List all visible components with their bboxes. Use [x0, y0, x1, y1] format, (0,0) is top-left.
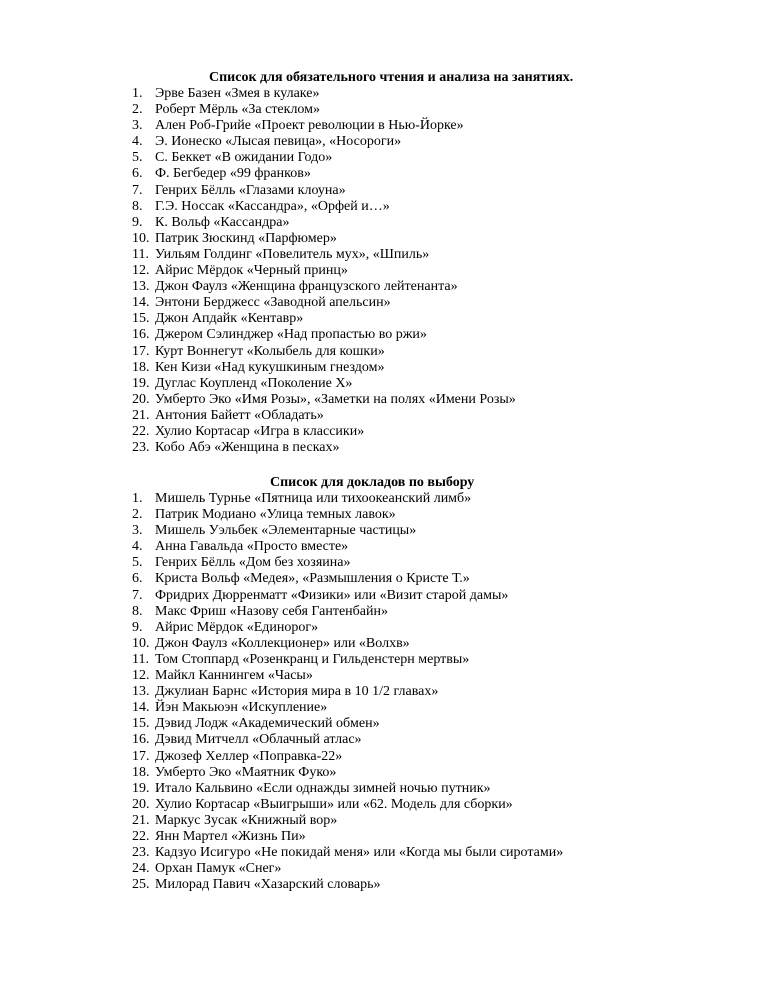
- list-item-number: 11.: [132, 651, 149, 667]
- list-item-number: 23.: [132, 845, 150, 861]
- list-item-text: Г.Э. Носсак «Кассандра», «Орфей и…»: [155, 198, 390, 214]
- list-item: [132, 797, 732, 813]
- list-item: [132, 555, 732, 571]
- list-item-number: 8.: [132, 603, 143, 619]
- list-item-number: 5.: [132, 150, 143, 166]
- list-item: [132, 231, 732, 247]
- list-item-text: Майкл Каннингем «Часы»: [155, 668, 313, 684]
- list-item: [132, 247, 732, 263]
- list-item: [132, 327, 732, 343]
- list-item: [132, 861, 732, 877]
- list-item-number: 17.: [132, 343, 150, 359]
- list-item-text: Уильям Голдинг «Повелитель мух», «Шпиль»: [155, 246, 430, 262]
- list-item-text: Кадзуо Исигуро «Не покидай меня» или «Когда мы были сиротами»: [155, 845, 564, 861]
- list-item-text: Джером Сэлинджер «Над пропастью во ржи»: [155, 327, 427, 343]
- list-item-text: Роберт Мёрль «За стеклом»: [155, 102, 321, 118]
- list-item-number: 12.: [132, 668, 150, 684]
- list-item: [132, 311, 732, 327]
- list-item: [132, 491, 732, 507]
- list-item-text: Маркус Зусак «Книжный вор»: [155, 812, 338, 828]
- list-item: [132, 134, 732, 150]
- list-item-text: Итало Кальвино «Если однажды зимней ночью путник»: [155, 780, 491, 796]
- list-item: [132, 150, 732, 166]
- list-item-text: Антония Байетт «Обладать»: [155, 407, 324, 423]
- list-item-text: Генрих Бёлль «Дом без хозяина»: [155, 555, 351, 571]
- list-item: [132, 571, 732, 587]
- list-item-text: Ф. Бегбедер «99 франков»: [155, 166, 311, 182]
- list-item-text: Патрик Модиано «Улица темных лавок»: [155, 507, 396, 523]
- list-item-text: Орхан Памук «Снег»: [155, 861, 282, 877]
- list-item: [132, 507, 732, 523]
- list-item: [132, 588, 732, 604]
- list-item: [132, 376, 732, 392]
- optional-reports-title: Список для докладов по выбору: [270, 475, 475, 490]
- list-item: [132, 845, 732, 861]
- list-item-number: 10.: [132, 230, 150, 246]
- list-item: [132, 102, 732, 118]
- required-reading-title: Список для обязательного чтения и анализа на занятиях.: [209, 70, 574, 85]
- list-item-text: Милорад Павич «Хазарский словарь»: [155, 877, 381, 893]
- list-item-number: 25.: [132, 877, 150, 893]
- list-item-number: 21.: [132, 407, 150, 423]
- list-item: [132, 620, 732, 636]
- list-item-number: 18.: [132, 764, 150, 780]
- list-item: [132, 295, 732, 311]
- list-item: [132, 424, 732, 440]
- list-item: [132, 166, 732, 182]
- list-item-text: Эрве Базен «Змея в кулаке»: [155, 86, 320, 101]
- list-item: [132, 684, 732, 700]
- list-item: [132, 392, 732, 408]
- list-item: [132, 440, 732, 456]
- list-item: [132, 749, 732, 765]
- list-item-text: Джон Апдайк «Кентавр»: [155, 311, 304, 327]
- list-item: [132, 263, 732, 279]
- list-item: [132, 765, 732, 781]
- list-item-number: 22.: [132, 423, 150, 439]
- list-item-text: Генрих Бёлль «Глазами клоуна»: [155, 182, 346, 198]
- list-item-text: Фридрих Дюрренматт «Физики» или «Визит старой дамы»: [155, 587, 509, 603]
- list-item-text: Дуглас Коупленд «Поколение Х»: [155, 375, 353, 391]
- list-item: [132, 877, 732, 893]
- list-item-number: 3.: [132, 118, 143, 134]
- list-item: [132, 215, 732, 231]
- list-item-text: Кен Кизи «Над кукушкиным гнездом»: [155, 359, 385, 375]
- list-item-number: 11.: [132, 246, 149, 262]
- list-item-number: 19.: [132, 780, 150, 796]
- list-item-number: 1.: [132, 491, 143, 506]
- list-item-text: Ален Роб-Грийе «Проект революции в Нью-Йорке»: [155, 118, 464, 134]
- list-item: [132, 360, 732, 376]
- list-item-number: 18.: [132, 359, 150, 375]
- list-item: [132, 829, 732, 845]
- list-item-number: 14.: [132, 700, 150, 716]
- list-item: [132, 668, 732, 684]
- list-item-number: 7.: [132, 587, 143, 603]
- list-item-number: 15.: [132, 716, 150, 732]
- list-item-text: Хулио Кортасар «Выигрыши» или «62. Модель для сборки»: [155, 796, 513, 812]
- list-item-text: Анна Гавальда «Просто вместе»: [155, 539, 349, 555]
- list-item: [132, 118, 732, 134]
- list-item-text: Э. Ионеско «Лысая певица», «Носороги»: [155, 134, 402, 150]
- list-item-number: 7.: [132, 182, 143, 198]
- list-item: [132, 813, 732, 829]
- list-item: [132, 716, 732, 732]
- list-item-text: С. Беккет «В ожидании Годо»: [155, 150, 333, 166]
- list-item-number: 19.: [132, 375, 150, 391]
- list-item-number: 10.: [132, 635, 150, 651]
- list-item-number: 4.: [132, 134, 143, 150]
- list-item: [132, 199, 732, 215]
- list-item-text: Дэвид Лодж «Академический обмен»: [155, 716, 380, 732]
- list-item: [132, 279, 732, 295]
- list-item-number: 3.: [132, 523, 143, 539]
- list-item-text: Мишель Уэльбек «Элементарные частицы»: [155, 523, 417, 539]
- list-item: [132, 652, 732, 668]
- list-item-number: 9.: [132, 214, 143, 230]
- list-item-text: Макс Фриш «Назову себя Гантенбайн»: [155, 603, 388, 619]
- list-item-number: 16.: [132, 732, 150, 748]
- list-item: [132, 344, 732, 360]
- list-item-number: 13.: [132, 279, 150, 295]
- list-item-text: Умберто Эко «Маятник Фуко»: [155, 764, 337, 780]
- list-item-text: Курт Воннегут «Колыбель для кошки»: [155, 343, 385, 359]
- list-item: [132, 183, 732, 199]
- list-item-number: 13.: [132, 684, 150, 700]
- list-item-text: Хулио Кортасар «Игра в классики»: [155, 423, 365, 439]
- list-item: [132, 408, 732, 424]
- required-reading-list: [132, 86, 732, 456]
- optional-reports-section: [132, 474, 732, 893]
- list-item-number: 22.: [132, 828, 150, 844]
- list-item: [132, 781, 732, 797]
- list-item-number: 15.: [132, 311, 150, 327]
- list-item-number: 6.: [132, 166, 143, 182]
- list-item-text: Йэн Макьюэн «Искупление»: [155, 700, 328, 716]
- list-item-number: 5.: [132, 555, 143, 571]
- list-item: [132, 604, 732, 620]
- list-item-number: 21.: [132, 812, 150, 828]
- list-item-text: Айрис Мёрдок «Единорог»: [155, 619, 319, 635]
- optional-reports-list: [132, 491, 732, 893]
- list-item-number: 12.: [132, 263, 150, 279]
- list-item-text: Умберто Эко «Имя Розы», «Заметки на полях «Имени Розы»: [155, 391, 516, 407]
- list-item-number: 1.: [132, 86, 143, 101]
- list-item-text: Айрис Мёрдок «Черный принц»: [155, 263, 348, 279]
- list-item: [132, 636, 732, 652]
- list-item-number: 9.: [132, 619, 143, 635]
- list-item-text: Янн Мартел «Жизнь Пи»: [155, 828, 306, 844]
- list-item-text: Джулиан Барнс «История мира в 10 1/2 главах»: [155, 684, 439, 700]
- list-item-number: 6.: [132, 571, 143, 587]
- list-item-text: Джозеф Хеллер «Поправка-22»: [155, 748, 343, 764]
- list-item-text: К. Вольф «Кассандра»: [155, 214, 290, 230]
- list-item-number: 2.: [132, 102, 143, 118]
- list-item-number: 2.: [132, 507, 143, 523]
- required-reading-section: [132, 69, 732, 456]
- list-item-number: 20.: [132, 796, 150, 812]
- list-item-number: 8.: [132, 198, 143, 214]
- list-item-text: Том Стоппард «Розенкранц и Гильденстерн мертвы»: [155, 651, 470, 667]
- list-item-number: 14.: [132, 295, 150, 311]
- list-item-number: 17.: [132, 748, 150, 764]
- list-item-text: Энтони Берджесс «Заводной апельсин»: [155, 295, 391, 311]
- list-item-number: 24.: [132, 861, 150, 877]
- list-item: [132, 523, 732, 539]
- list-item: [132, 539, 732, 555]
- list-item-number: 20.: [132, 391, 150, 407]
- list-item: [132, 732, 732, 748]
- list-item-text: Мишель Турнье «Пятница или тихоокеанский лимб»: [155, 491, 472, 506]
- list-item-number: 23.: [132, 440, 150, 456]
- list-item: [132, 700, 732, 716]
- list-item-text: Джон Фаулз «Женщина французского лейтенанта»: [155, 279, 458, 295]
- list-item-number: 4.: [132, 539, 143, 555]
- list-item-number: 16.: [132, 327, 150, 343]
- list-item-text: Патрик Зюскинд «Парфюмер»: [155, 230, 337, 246]
- list-item-text: Кобо Абэ «Женщина в песках»: [155, 440, 340, 456]
- list-item: [132, 86, 732, 102]
- list-item-text: Дэвид Митчелл «Облачный атлас»: [155, 732, 362, 748]
- list-item-text: Криста Вольф «Медея», «Размышления о Кристе Т.»: [155, 571, 470, 587]
- list-item-text: Джон Фаулз «Коллекционер» или «Волхв»: [155, 635, 410, 651]
